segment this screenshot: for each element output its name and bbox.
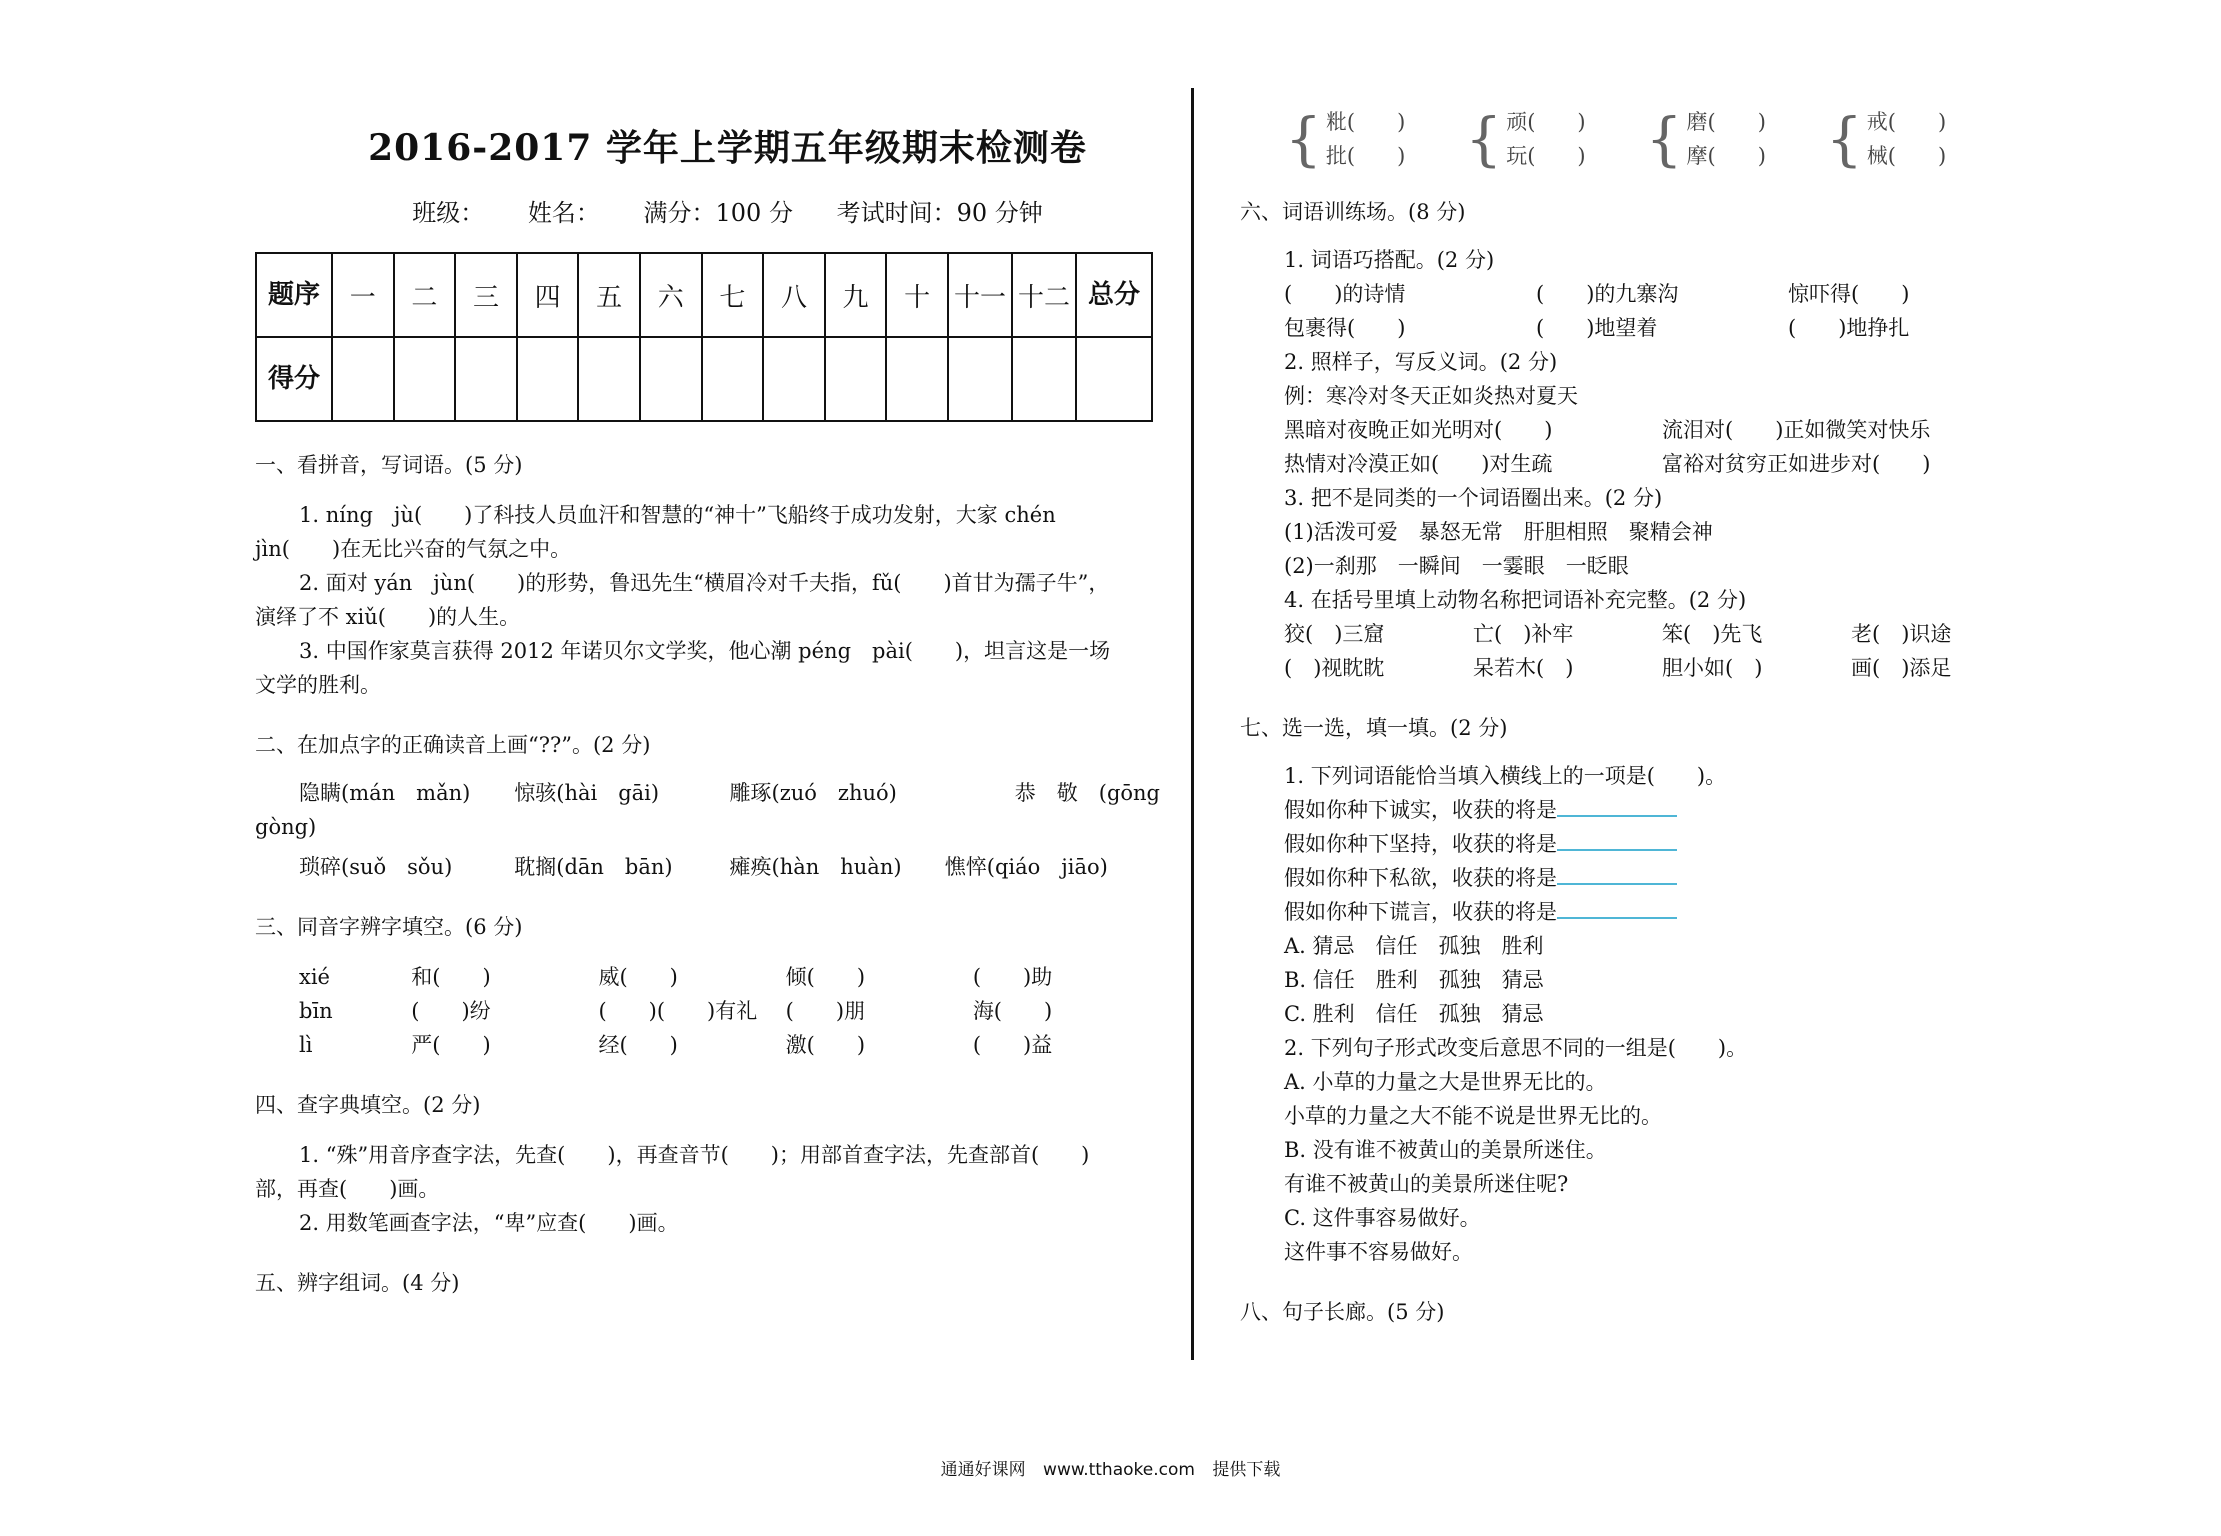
s1-q3-line2: 文学的胜利。	[255, 673, 381, 697]
s6-q4-item: 亡( )补牢	[1473, 622, 1574, 646]
page-title: 2016-2017 学年上学期五年级期末检测卷	[368, 127, 1087, 169]
s3-item: 海( )	[972, 999, 1053, 1023]
pair-word: 磨( )	[1686, 110, 1766, 134]
s2-row-1-cont: gòng)	[255, 815, 317, 839]
s3-item: ( )( )有礼	[598, 999, 758, 1023]
col-8: 八	[763, 253, 825, 337]
s3-row-li	[299, 1028, 1160, 1062]
brace-icon: {	[1465, 105, 1503, 173]
s3-item: 和( )	[411, 965, 491, 989]
answer-blank[interactable]	[1557, 861, 1677, 885]
s2-row-1	[299, 776, 1160, 810]
score-table-header-row	[256, 253, 1152, 337]
s7-option-c: C. 胜利 信任 孤独 猜忌	[1284, 1002, 1544, 1026]
word-pair	[1285, 105, 1405, 173]
s2-item: 恭 敬 (gōng	[1014, 781, 1160, 805]
s4-q1-line2: 部，再查( )画。	[255, 1177, 440, 1201]
score-table-score-row	[256, 337, 1152, 421]
s3-item: 威( )	[598, 965, 678, 989]
brace-icon: {	[1825, 105, 1863, 173]
s2-item: 耽搁(dān bān)	[514, 855, 673, 879]
col-1: 一	[332, 253, 394, 337]
s2-item: 憔悴(qiáo jiāo)	[944, 855, 1108, 879]
s7-q2-b1: B. 没有谁不被黄山的美景所迷住。	[1284, 1138, 1607, 1162]
score-cell[interactable]	[394, 337, 456, 421]
s6-q2-item: 热情对冷漠正如( )对生疏	[1284, 452, 1553, 476]
s6-q4-item: 老( )识途	[1851, 622, 1952, 646]
s6-q1-item: 包裹得( )	[1284, 316, 1406, 340]
s3-pinyin: bīn	[299, 999, 333, 1023]
s6-q4-item: ( )视眈眈	[1284, 656, 1385, 680]
col-6: 六	[640, 253, 702, 337]
score-header: 得分	[256, 337, 332, 421]
footer-url[interactable]: www.tthaoke.com	[1043, 1460, 1195, 1480]
s6-q1-item: 惊吓得( )	[1788, 282, 1910, 306]
s6-q1: 1. 词语巧搭配。(2 分)	[1284, 248, 1495, 272]
col-10: 十	[886, 253, 948, 337]
s6-q1-item: ( )的诗情	[1284, 282, 1406, 306]
score-cell[interactable]	[948, 337, 1012, 421]
s3-item: 严( )	[411, 1033, 491, 1057]
s3-item: 激( )	[785, 1033, 866, 1057]
score-cell[interactable]	[332, 337, 394, 421]
col-7: 七	[702, 253, 764, 337]
s2-item: 隐瞒(mán mǎn)	[299, 781, 471, 805]
question-order-header: 题序	[256, 253, 332, 337]
exam-time-label: 考试时间：90 分钟	[836, 199, 1043, 227]
col-4: 四	[517, 253, 579, 337]
section-4-heading: 四、查字典填空。(2 分)	[255, 1093, 481, 1117]
s7-line-text: 假如你种下谎言，收获的将是	[1284, 900, 1557, 924]
s7-q1: 1. 下列词语能恰当填入横线上的一项是( )。	[1284, 764, 1727, 788]
s6-q3-1: (1)活泼可爱 暴怒无常 肝胆相照 聚精会神	[1284, 520, 1713, 544]
s7-q2-c2: 这件事不容易做好。	[1284, 1240, 1473, 1264]
col-9: 九	[825, 253, 887, 337]
s4-q2: 2. 用数笔画查字法，“卑”应查( )画。	[299, 1211, 679, 1235]
s7-line	[1284, 861, 2040, 895]
section-8-heading: 八、句子长廊。(5 分)	[1240, 1300, 1445, 1324]
pair-word: 粃( )	[1325, 110, 1406, 134]
score-table	[255, 252, 1153, 422]
footer-note: 提供下载	[1212, 1460, 1281, 1480]
column-divider	[1191, 88, 1194, 1360]
col-11: 十一	[948, 253, 1012, 337]
s2-item: 雕琢(zuó zhuó)	[729, 781, 897, 805]
pair-word: 戒( )	[1866, 110, 1947, 134]
pair-word: 批( )	[1325, 144, 1406, 168]
s7-q2-b2: 有谁不被黄山的美景所迷住呢?	[1284, 1172, 1569, 1196]
word-pair	[1646, 105, 1766, 173]
s2-item: 琐碎(suǒ sǒu)	[299, 855, 453, 879]
s6-q1-row2	[1284, 311, 2040, 345]
answer-blank[interactable]	[1557, 827, 1677, 851]
s6-q4-item: 狡( )三窟	[1284, 622, 1385, 646]
s3-row-bin	[299, 994, 1160, 1028]
s1-q3-line1: 3. 中国作家莫言获得 2012 年诺贝尔文学奖，他心潮 péng pài( )，坦言这是一场	[299, 639, 1111, 663]
score-cell[interactable]	[455, 337, 517, 421]
s7-line-text: 假如你种下诚实，收获的将是	[1284, 798, 1557, 822]
section-7-heading: 七、选一选，填一填。(2 分)	[1240, 716, 1508, 740]
total-score-cell[interactable]	[1076, 337, 1152, 421]
brace-icon: {	[1285, 105, 1322, 173]
s6-q4-item: 笨( )先飞	[1662, 622, 1763, 646]
page-footer	[0, 1455, 2221, 1480]
s7-line	[1284, 895, 2040, 929]
left-column	[255, 120, 1160, 1300]
s6-q2: 2. 照样子，写反义词。(2 分)	[1284, 350, 1558, 374]
s6-q3: 3. 把不是同类的一个词语圈出来。(2 分)	[1284, 486, 1663, 510]
s1-q1-line1: 1. níng jù( )了科技人员血汗和智慧的“神十”飞船终于成功发射，大家 chén	[299, 503, 1056, 527]
s6-q4-item: 画( )添足	[1851, 656, 1952, 680]
col-12: 十二	[1012, 253, 1076, 337]
s6-q1-item: ( )的九寨沟	[1536, 282, 1679, 306]
s7-line	[1284, 827, 2040, 861]
s2-item: 瘫痪(hàn huàn)	[729, 855, 902, 879]
s3-item: 倾( )	[785, 965, 866, 989]
s6-q4-row1	[1284, 617, 2040, 651]
name-label: 姓名：	[527, 199, 600, 227]
section-6-heading: 六、词语训练场。(8 分)	[1240, 200, 1466, 224]
s7-q2-c1: C. 这件事容易做好。	[1284, 1206, 1481, 1230]
answer-blank[interactable]	[1557, 895, 1677, 919]
s6-q4-item: 胆小如( )	[1662, 656, 1763, 680]
s6-q2-item: 流泪对( )正如微笑对快乐	[1662, 418, 1931, 442]
word-pair	[1465, 105, 1585, 173]
s3-item: ( )助	[972, 965, 1053, 989]
class-label: 班级：	[412, 199, 485, 227]
s4-q1-line1: 1. “殊”用音序查字法，先查( )，再查音节( )；用部首查字法，先查部首( )	[299, 1143, 1090, 1167]
s6-q2-example: 例：寒冷对冬天正如炎热对夏天	[1284, 384, 1578, 408]
score-cell[interactable]	[763, 337, 825, 421]
full-score-label: 满分：100 分	[643, 199, 793, 227]
total-header: 总分	[1076, 253, 1152, 337]
s3-item: 经( )	[598, 1033, 678, 1057]
exam-info	[255, 193, 1160, 228]
right-column	[1240, 105, 2040, 1329]
pair-word: 顽( )	[1506, 110, 1586, 134]
section-1-heading: 一、看拼音，写词语。(5 分)	[255, 453, 523, 477]
s6-q4-item: 呆若木( )	[1473, 656, 1574, 680]
s1-q2-line2: 演绎了不 xiǔ( )的人生。	[255, 605, 521, 629]
s7-line-text: 假如你种下坚持，收获的将是	[1284, 832, 1557, 856]
score-cell[interactable]	[578, 337, 640, 421]
score-cell[interactable]	[886, 337, 948, 421]
pair-word: 摩( )	[1686, 144, 1766, 168]
s7-q2-a2: 小草的力量之大不能不说是世界无比的。	[1284, 1104, 1662, 1128]
col-3: 三	[455, 253, 517, 337]
pair-word: 械( )	[1866, 144, 1947, 168]
section-2-heading: 二、在加点字的正确读音上画“??”。(2 分)	[255, 733, 651, 757]
score-cell[interactable]	[640, 337, 702, 421]
s6-q1-item: ( )地挣扎	[1788, 316, 1910, 340]
brace-icon: {	[1645, 105, 1683, 173]
s7-option-a: A. 猜忌 信任 孤独 胜利	[1284, 934, 1544, 958]
s7-line-text: 假如你种下私欲，收获的将是	[1284, 866, 1557, 890]
s3-item: ( )朋	[785, 999, 866, 1023]
s3-pinyin: xié	[299, 965, 330, 989]
s6-q1-row1	[1284, 277, 2040, 311]
word-pair	[1826, 105, 1946, 173]
s6-q4-row2	[1284, 651, 2040, 685]
s3-row-xie	[299, 960, 1160, 994]
s7-q2-a1: A. 小草的力量之大是世界无比的。	[1284, 1070, 1607, 1094]
s6-q2-row1	[1284, 413, 2040, 447]
section-3-heading: 三、同音字辨字填空。(6 分)	[255, 915, 523, 939]
pair-word: 玩( )	[1506, 144, 1586, 168]
s7-option-b: B. 信任 胜利 孤独 猜忌	[1284, 968, 1544, 992]
col-5: 五	[578, 253, 640, 337]
s6-q2-item: 黑暗对夜晚正如光明对( )	[1284, 418, 1553, 442]
col-2: 二	[394, 253, 456, 337]
s2-item: 惊骇(hài gāi)	[514, 781, 660, 805]
s3-item: ( )纷	[411, 999, 491, 1023]
footer-site: 通通好课网	[940, 1460, 1026, 1480]
s6-q3-2: (2)一刹那 一瞬间 一霎眼 一眨眼	[1284, 554, 1629, 578]
s6-q2-item: 富裕对贫穷正如进步对( )	[1662, 452, 1931, 476]
s7-q2: 2. 下列句子形式改变后意思不同的一组是( )。	[1284, 1036, 1748, 1060]
s1-q1-line2: jìn( )在无比兴奋的气氛之中。	[255, 537, 572, 561]
s3-pinyin: lì	[299, 1033, 313, 1057]
s3-item: ( )益	[972, 1033, 1053, 1057]
s6-q1-item: ( )地望着	[1536, 316, 1658, 340]
answer-blank[interactable]	[1557, 793, 1677, 817]
s6-q4: 4. 在括号里填上动物名称把词语补充完整。(2 分)	[1284, 588, 1747, 612]
s1-q2-line1: 2. 面对 yán jùn( )的形势，鲁迅先生“横眉冷对千夫指，fǔ( )首甘为孺子牛”，	[299, 571, 1110, 595]
score-cell[interactable]	[702, 337, 764, 421]
s2-row-2	[299, 850, 1160, 884]
word-pairs	[1240, 105, 2040, 173]
s7-line	[1284, 793, 2040, 827]
score-cell[interactable]	[1012, 337, 1076, 421]
s6-q2-row2	[1284, 447, 2040, 481]
score-cell[interactable]	[825, 337, 887, 421]
section-5-heading: 五、辨字组词。(4 分)	[255, 1271, 460, 1295]
score-cell[interactable]	[517, 337, 579, 421]
